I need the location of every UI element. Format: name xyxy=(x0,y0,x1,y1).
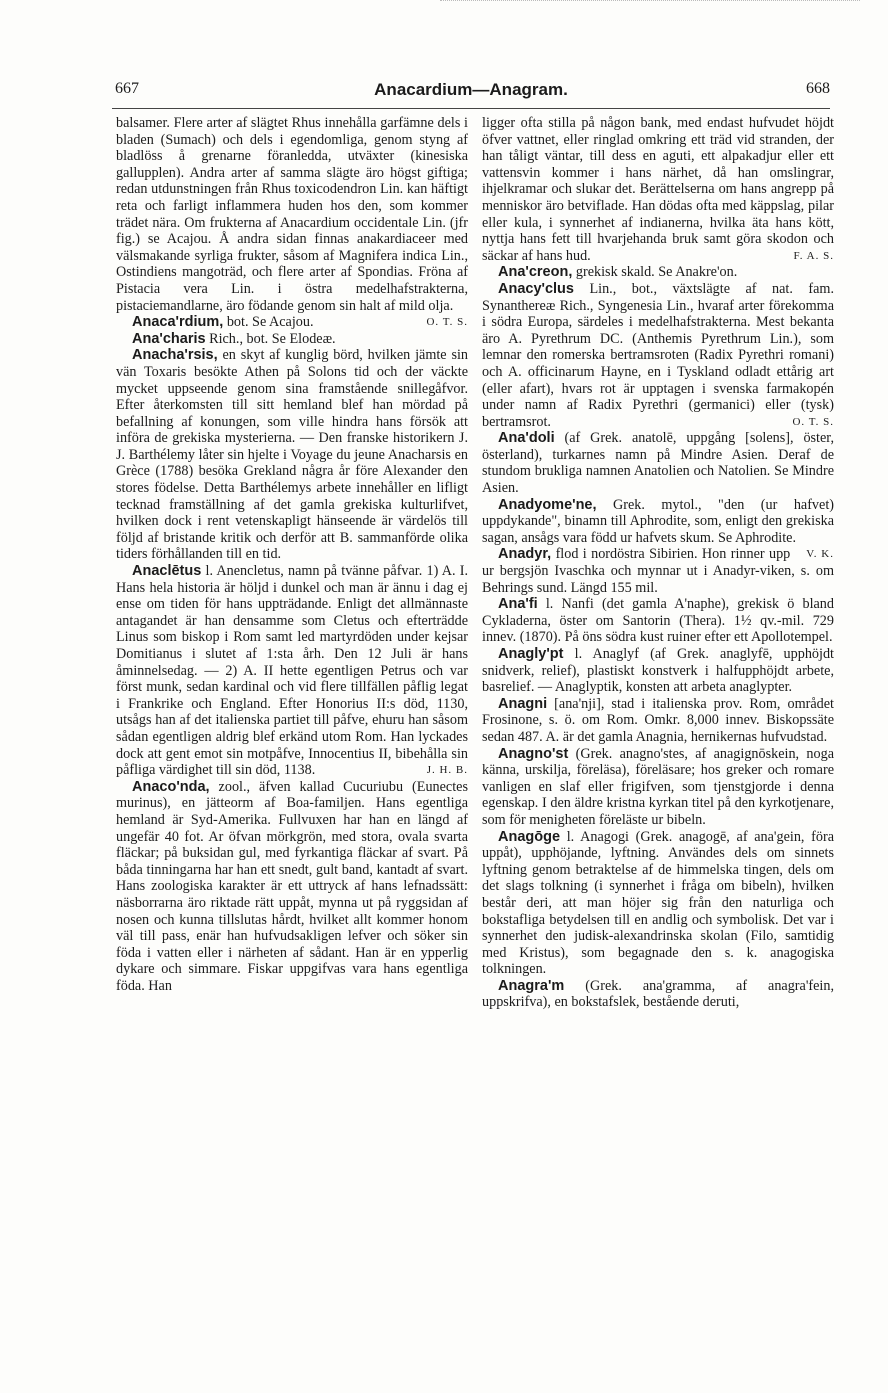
entry-text: l. Anencletus, namn på tvänne påfvar. 1) A. I. Hans hela historia är höljd i dunkel och man är ännu i dag ej ense om tiden för hans uppträdande. Enligt det allmännaste antagandet är han densamme som Cletus och efterträdde Linus som biskop i Rom samt led martyrdöden under kejsar Domitianus i slutet af 1:sta årh. Den 12 Juli är hans åminnelsedag. — 2) A. II hette egentligen Petrus och var först munk, sedan kardinal och vid flere tillfällen påflig legat i Frankrike och England. Efter Honorius II:s död, 1130, utsågs han af det italienska partiet till påfve, ehuru han såsom sådan egentligen aldrig blef erkänd utom Rom. Han lyckades dock att gent emot sin motpåfve, Innocentius II, bibehålla sin påfliga värdighet till sin död, 1138. xyxy=(116,563,468,779)
entry-text: bot. Se Acajou. xyxy=(223,314,314,331)
entry-headword: Anagra'm xyxy=(498,977,565,994)
entry xyxy=(482,596,834,646)
entry xyxy=(116,563,468,779)
entry-headword: Anaclētus xyxy=(132,563,202,580)
entry-signature: O. T. S. xyxy=(426,316,468,329)
entry xyxy=(482,646,834,696)
entry-text: (Grek. anagno'stes, af anagignōskein, noga känna, urskilja, föreläsa), föreläsare; hos greker och romare vanligen en slaf eller frigifven, som tjenstgjorde i denna egenskap. I den äldre kristna kyrkan titel på den kyrkotjenare, som för menigheten föreläste ur bibeln. xyxy=(482,745,834,828)
entry-headword: Anaco'nda, xyxy=(132,778,210,795)
entry-text: grekisk skald. Se Anakre'on. xyxy=(572,264,738,281)
running-title: Anacardium—Anagram. xyxy=(374,80,568,99)
entry xyxy=(116,779,468,995)
entry-text: (Grek. ana'gramma, af anagra'fein, uppskrifva), en bokstafslek, bestående deruti, xyxy=(482,977,834,1011)
entry xyxy=(482,978,834,1011)
entry-text: [ana'nji], stad i italienska prov. Rom, området Frosinone, s. ö. om Rom. Omkr. 8,000 innev. Biskopssäte sedan 487. A. är det gamla Anagnia, hernikernas hufvudstad. xyxy=(482,695,834,745)
entry xyxy=(482,546,834,596)
entry-text: Rich., bot. Se Elodeæ. xyxy=(205,330,336,347)
entry-text: en skyt af kunglig börd, hvilken jämte sin vän Toxaris besökte Athen på Solons tid och der väckte mycket uppseende genom sina framstående snillegåfvor. Efter återkomsten till sitt hemland blef han mördad på befallning af konungen, som ville hindra hans försök att införa de grekiska mysterierna. — Den franske historikern J. J. Barthélemy låter sin hjelte i Voyage du jeune Anacharsis en Grèce (1788) besöka Grekland några år före Alexander den stores födelse. Detta Barthélemys arbete innehåller en lifligt tecknad framställning af det gamla grekiska kulturlifvet, hvilken dock i rent vetenskapligt hänseende är värdelös till följd af bristande kritik och derför att B. sammanförde olika tiders förhållanden till en tid. xyxy=(116,347,468,563)
entry-text: (af Grek. anatolē, uppgång [solens], öster, österland), turkarnes namn på Mindre Asien. Deraf de stundom brukliga namnen Anatolien och Natolien. Se Mindre Asien. xyxy=(482,430,834,497)
entry xyxy=(482,696,834,746)
entry xyxy=(116,314,468,331)
left-column xyxy=(116,115,468,994)
entry-text: balsamer. Flere arter af slägtet Rhus innehålla garfämne dels i bladen (Sumach) och dels i egendomliga, genom styng af bladlöss å grenarne föranledda, utväxter (kinesiska gallupplen). Andra arter af samma slägte äro högst giftiga; redan utdunstningen från Rhus toxicodendron Lin. kan häftigt reta och farligt inflammera huden hos den, som kommer trädet nära. Om frukterna af Anacardium occidentale Lin. (jfr fig.) se Acajou. Å andra sidan finnas anakardiaceer med välsmakande syrliga frukter, såsom af Magnifera indica Lin., Ostindiens mangoträd, och flere arter af Spondias. Fröna af Pistacia vera Lin. i östra medelhafstrakterna, pistaciemandlarne, äro födande genom sin halt af mild olja. xyxy=(116,115,468,314)
page-header xyxy=(112,80,830,102)
scan-edge-marks xyxy=(440,0,860,9)
entry-text: l. Anaglyf (af Grek. anaglyfē, upphöjdt snidverk, relief), plastiskt konstverk i halfupphöjdt arbete, basrelief. — Anaglyptik, konsten att arbeta anaglypter. xyxy=(482,646,834,696)
entry xyxy=(482,746,834,829)
page-number-right: 668 xyxy=(806,80,830,97)
entry-headword: Ana'fi xyxy=(498,596,538,613)
entry-signature: V. K. xyxy=(806,548,834,561)
entry xyxy=(482,281,834,430)
entry xyxy=(482,115,834,264)
entry xyxy=(116,331,468,348)
entry xyxy=(116,347,468,563)
entry-headword: Ana'creon, xyxy=(498,264,573,281)
right-column xyxy=(482,115,834,1011)
entry xyxy=(482,264,834,281)
entry-headword: Anagni xyxy=(498,695,548,712)
entry-headword: Anagōge xyxy=(498,828,561,845)
entry-headword: Anadyr, xyxy=(498,546,552,563)
entry-text: Grek. mytol., "den (ur hafvet) uppdykande", binamn till Aphrodite, som, enligt den grekiska sagan, ansågs vara född ur hafvets skum. Se Aphrodite. xyxy=(482,496,834,546)
entry-signature: F. A. S. xyxy=(793,249,834,262)
entry-headword: Anacha'rsis, xyxy=(132,347,218,364)
entry-headword: Anacy'clus xyxy=(498,280,574,297)
header-rule xyxy=(112,108,830,109)
entry-text: l. Nanfi (det gamla A'naphe), grekisk ö bland Cykladerna, öster om Santorin (Thera). 1½ qv.-mil. 729 innev. (1870). På öns södra kust ruiner efter ett Apollotempel. xyxy=(482,596,834,646)
entry-signature: J. H. B. xyxy=(426,764,468,777)
entry-signature: O. T. S. xyxy=(792,415,834,428)
entry-text: l. Anagogi (Grek. anagogē, af ana'gein, föra uppåt), upphöjande, lyftning. Användes dels om sinnets lyftning genom betraktelse af de himmelska tingen, dels om det slags tolkning (i synnerhet i fråga om bibeln), hvilken består deri, att man höjer sig från den naturliga och bokstafliga betydelsen till en andlig och symbolisk. Det var i synnerhet den judisk-alexandrinska skolan (Filo, samtidig med Kristus), som begagnade den s. k. anagogiska tolkningen. xyxy=(482,828,834,978)
entry-headword: Ana'doli xyxy=(498,430,555,447)
entry-headword: Anagly'pt xyxy=(498,646,564,662)
entry-headword: Ana'charis xyxy=(132,330,206,347)
entry xyxy=(482,430,834,496)
entry-headword: Anagno'st xyxy=(498,745,569,762)
entry-text: ligger ofta stilla på någon bank, med endast hufvudet höjdt öfver vattnet, eller ringlad omkring ett träd vid stranden, der han tåligt väntar, till dess en aguti, ett alpakadjur eller ett vattensvin kommer i hans närhet, då han omslingrar, ihjelkramar och slukar det. Berättelserna om hans angrepp på menniskor äro betviflade. Han dödas ofta med käppslag, pilar eller kula, i synnerhet af indianerna, hvilka äta hans kött, nyttja hans fett till hvarjehanda bruk samt göra skodon och säckar af hans hud. xyxy=(482,115,834,264)
entry-text: flod i nordöstra Sibirien. Hon rinner upp ur bergsjön Ivaschka och mynnar ut i Anadyr-viken, s. om Behrings sund. Längd 155 mil. xyxy=(482,546,834,596)
entry-text: Lin., bot., växtslägte af nat. fam. Synanthereæ Rich., Syngenesia Lin., hvaraf arter förekomma i södra Europa, särdeles i medelhafstrakterna. Mest bekanta äro A. Pyrethrum DC. (Anthemis Pyrethrum Lin.), som lemnar den romerska bertramsroten (Radix Pyrethri romani) och A. officinarum Hayne, en i Tyskland odladt ettårig art (eller afart), hvars rot är upptagen i svenska farmakopén under namn af Radix Pyrethri (germanici) eller (tysk) bertramsrot. xyxy=(482,280,834,430)
entry-headword: Anaca'rdium, xyxy=(132,314,224,331)
entry-headword: Anadyome'ne, xyxy=(498,496,597,513)
page-number-left: 667 xyxy=(115,80,139,97)
entry xyxy=(482,829,834,978)
entry-text: zool., äfven kallad Cucuriubu (Eunectes murinus), en jätteorm af Boa-familjen. Hans egentliga hemland är Syd-Amerika. Fullvuxen har han en längd af ungefär 40 fot. Ar öfvan mörkgrön, med stora, ovala svarta fläckar; på buksidan gul, med fyrkantiga fläckar af svart. På båda tinningarna har han ett snedt, gult band, kantadt af svart. Hans zoologiska karakter är ett uttryck af hans lefnadssätt: näsborrarna äro riktade rätt uppåt, mynna ut på ryggsidan af nosen och kunna tillslutas hårdt, hvilket allt kommer honom väl till pass, enär han hufvudsakligen lefver och söker sin föda i vatten eller i närheten af sådant. Han är en ypperlig dykare och simmare. Fiskar uppgifvas vara hans egentliga föda. Han xyxy=(116,778,468,994)
